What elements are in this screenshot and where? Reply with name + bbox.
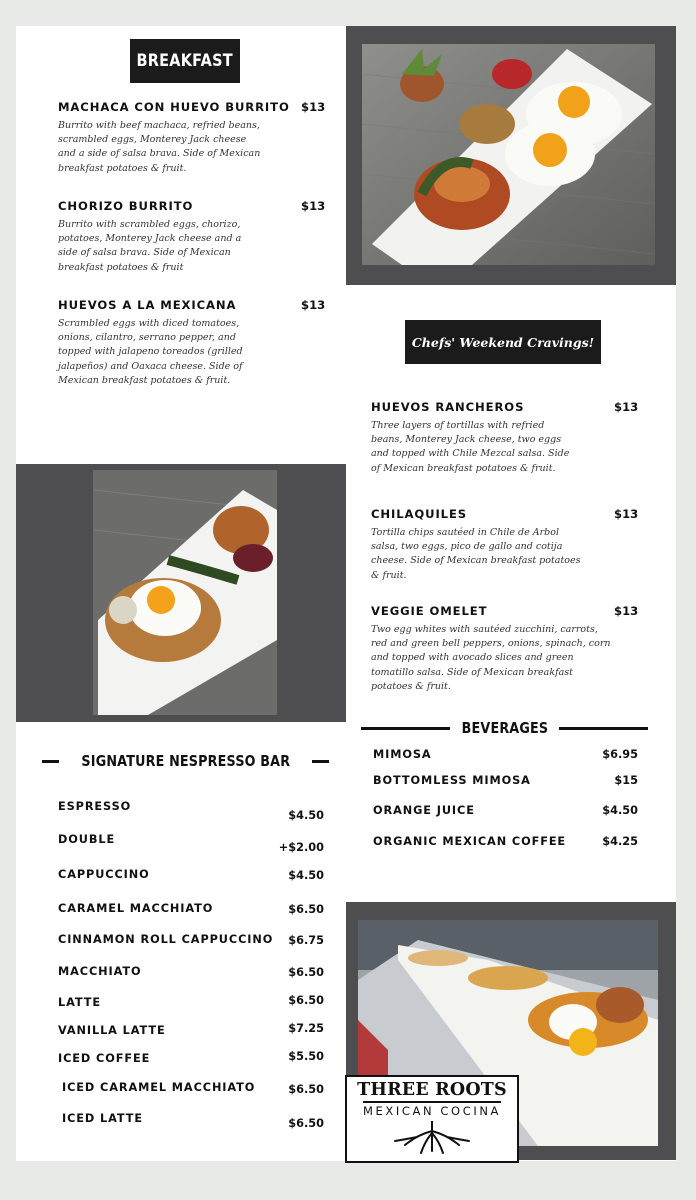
weekend-header (405, 320, 601, 364)
beverage-name: BOTTOMLESS MIMOSA (373, 774, 531, 787)
nespresso-item-price: $7.25 (288, 1022, 324, 1035)
nespresso-item-name: ICED COFFEE (58, 1052, 151, 1065)
nespresso-header (42, 749, 329, 773)
item-name: CHILAQUILES (371, 507, 468, 521)
nespresso-item-name: CAPPUCCINO (58, 868, 150, 881)
nespresso-item-name: LATTE (58, 996, 101, 1009)
nespresso-item-price: $6.50 (288, 1083, 324, 1096)
item-price: $13 (301, 100, 326, 114)
nespresso-title: SIGNATURE NESPRESSO BAR (81, 752, 290, 770)
divider (559, 727, 648, 730)
menu-item (58, 199, 326, 283)
beverage-price: $4.50 (602, 804, 638, 817)
nespresso-item-price: $5.50 (288, 1050, 324, 1063)
item-name: HUEVOS RANCHEROS (371, 400, 525, 414)
nespresso-row (58, 965, 324, 985)
item-price: $13 (614, 604, 639, 618)
item-price: $13 (301, 298, 326, 312)
nespresso-row (58, 868, 324, 888)
beverages-title: BEVERAGES (461, 719, 548, 737)
roots-icon (387, 1121, 477, 1155)
menu-item (371, 400, 639, 484)
nespresso-row (58, 800, 324, 820)
beverage-row (373, 835, 638, 851)
three-roots-logo (345, 1075, 519, 1163)
nespresso-item-name: MACCHIATO (58, 965, 142, 978)
item-price: $13 (301, 199, 326, 213)
item-description: Burrito with beef machaca, refried beans, scrambled eggs, Monterey Jack cheese and a side of salsa brava. Side of Mexican breakfast potatoes & fruit. (58, 120, 261, 174)
menu-item (371, 507, 639, 581)
breakfast-header (130, 39, 240, 83)
weekend-title: Chefs' Weekend Cravings! (411, 334, 595, 350)
nespresso-item-name: VANILLA LATTE (58, 1024, 166, 1037)
beverage-name: MIMOSA (373, 748, 432, 761)
beverage-name: ORGANIC MEXICAN COFFEE (373, 835, 567, 848)
breakfast-title: BREAKFAST (136, 51, 234, 71)
beverage-row (373, 804, 638, 820)
item-description: Burrito with scrambled eggs, chorizo, potatoes, Monterey Jack cheese and a side of salsa brava. Side of Mexican breakfast potatoes & fruit (58, 219, 242, 273)
beverage-name: ORANGE JUICE (373, 804, 475, 817)
nespresso-item-name: CINNAMON ROLL CAPPUCCINO (58, 933, 274, 946)
nespresso-item-name: ICED CARAMEL MACCHIATO (62, 1081, 256, 1094)
menu-item (58, 298, 326, 398)
item-name: HUEVOS A LA MEXICANA (58, 298, 237, 312)
item-name: CHORIZO BURRITO (58, 199, 194, 213)
nespresso-item-name: ESPRESSO (58, 800, 132, 813)
divider (312, 760, 329, 763)
item-name: VEGGIE OMELET (371, 604, 488, 618)
nespresso-row (58, 996, 324, 1016)
dish-photo-huevos-rancheros (93, 470, 277, 715)
menu-item (371, 604, 639, 692)
item-description: Three layers of tortillas with refried beans, Monterey Jack cheese, two eggs and topped with Chile Mezcal salsa. Side of Mexican breakfast potatoes & fruit. (371, 420, 570, 474)
beverage-price: $15 (614, 774, 638, 787)
item-name: MACHACA CON HUEVO BURRITO (58, 100, 290, 114)
beverage-price: $4.25 (602, 835, 638, 848)
beverage-price: $6.95 (602, 748, 638, 761)
nespresso-row (58, 1112, 324, 1132)
beverages-header (361, 716, 648, 740)
menu-item (58, 100, 326, 184)
nespresso-row (58, 1024, 324, 1044)
nespresso-item-price: $4.50 (288, 809, 324, 822)
nespresso-item-name: ICED LATTE (62, 1112, 143, 1125)
item-description: Scrambled eggs with diced tomatoes, onions, cilantro, serrano pepper, and topped with jalapeno toreados (grilled jalapeños) and Oaxaca cheese. Side of Mexican breakfast potatoes & fruit. (58, 318, 243, 386)
nespresso-item-price: $6.50 (288, 1117, 324, 1130)
item-price: $13 (614, 400, 639, 414)
nespresso-row (58, 902, 324, 922)
divider (361, 727, 450, 730)
nespresso-item-price: $6.50 (288, 966, 324, 979)
nespresso-row (58, 833, 324, 853)
nespresso-item-name: DOUBLE (58, 833, 116, 846)
nespresso-item-price: $4.50 (288, 869, 324, 882)
item-price: $13 (614, 507, 639, 521)
nespresso-item-price: $6.50 (288, 903, 324, 916)
item-description: Tortilla chips sautéed in Chile de Arbol salsa, two eggs, pico de gallo and cotija cheese. Side of Mexican breakfast potatoes & fruit. (371, 527, 581, 581)
logo-line2: MEXICAN COCINA (363, 1101, 501, 1118)
nespresso-row (58, 1081, 324, 1101)
nespresso-item-price: $6.75 (288, 934, 324, 947)
beverage-row (373, 774, 638, 790)
beverage-row (373, 748, 638, 764)
divider (42, 760, 59, 763)
nespresso-row (58, 1052, 324, 1072)
nespresso-item-name: CARAMEL MACCHIATO (58, 902, 214, 915)
logo-line1: THREE ROOTS (357, 1080, 507, 1100)
item-description: Two egg whites with sautéed zucchini, carrots, red and green bell peppers, onions, spinach, corn and topped with avocado slices and green tomatillo salsa. Side of Mexican breakfast potatoes & fruit. (371, 624, 611, 692)
nespresso-item-price: $6.50 (288, 994, 324, 1007)
nespresso-row (58, 933, 324, 953)
dish-photo-chilaquiles (362, 44, 655, 265)
nespresso-item-price: +$2.00 (278, 841, 324, 854)
